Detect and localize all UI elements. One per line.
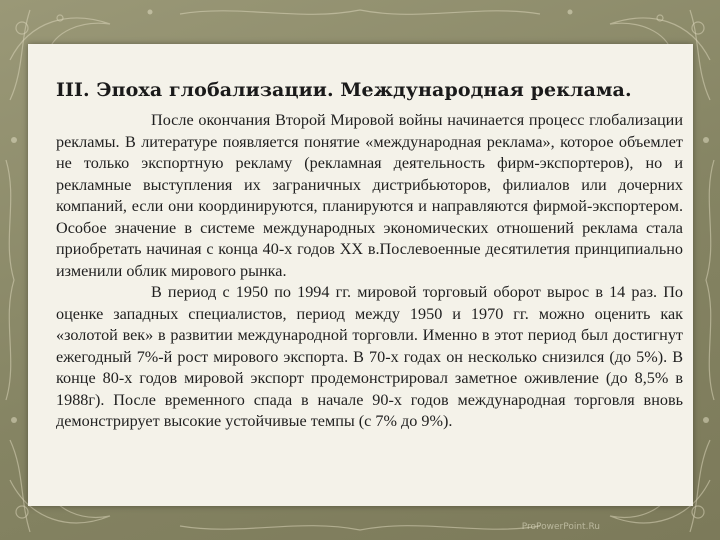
body-paragraph: В период с 1950 по 1994 гг. мировой торговый оборот вырос в 14 раз. По оценке западных специалистов, период между 1950 и 1970 гг. можно оценить как «золотой век» в развитии международной торговли. Именно в этот период был достигнут ежегодный 7%-й рост мирового экспорта. В 70-х годах он несколько снизился (до 5%). В конце 80-х годов мировой экспорт продемонстрировал заметное оживление (до 8,5% в 1988г). После временного спада в начале 90-х годов международная торговля вновь демонстрирует высокие устойчивые темпы (с 7% до 9%). xyxy=(56,283,683,430)
slide-body xyxy=(56,110,683,433)
body-paragraph: После окончания Второй Мировой войны начинается процесс глобализации рекламы. В литературе появляется понятие «международная реклама», которое объемлет не только экспортную рекламу (рекламная деятельность фирм-экспортеров), но и рекламные выступления их заграничных дистрибьюторов, филиалов или дочерних компаний, если они координируются, планируются и направляются фирмой-экспортером. Особое значение в системе международных экономических отношений реклама стала приобретать начиная с конца 40-х годов XX в.Послевоенные десятилетия принципиально изменили облик мирового рынка. xyxy=(56,111,683,280)
watermark: ProPowerPoint.Ru xyxy=(521,522,600,532)
slide-content-panel xyxy=(28,44,693,506)
slide-title: III. Эпоха глобализации. Международная реклама. xyxy=(56,79,632,101)
